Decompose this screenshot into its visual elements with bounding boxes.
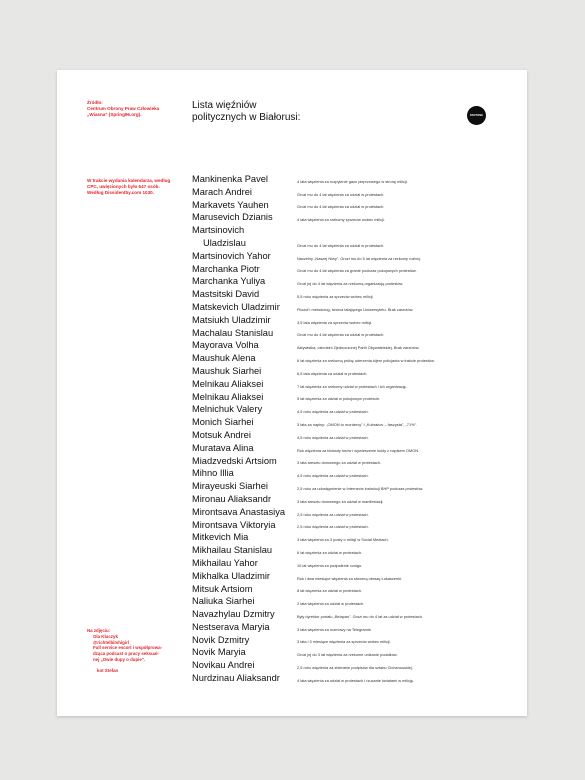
list-item	[192, 263, 512, 276]
prisoner-name-line: Maushuk Siarhei	[192, 365, 262, 376]
list-item	[192, 339, 512, 352]
prisoner-name	[192, 672, 297, 685]
prisoner-name-line: Uladzislau	[203, 237, 246, 248]
prisoner-name-line: Mankinenka Pavel	[192, 174, 268, 184]
list-item	[192, 186, 512, 199]
prisoner-name	[192, 275, 297, 288]
prisoner-sentence: 2,5 roku więzienia za udział w protestach.	[297, 524, 369, 530]
prisoner-sentence: 5,5 roku więzienia za sprzeciw wobec milicji.	[297, 293, 374, 299]
prisoner-sentence: Grozi mu do 4 lat więzienia za granie podczas pokojowych protestów.	[297, 268, 417, 274]
list-item	[192, 250, 512, 263]
prisoner-name	[192, 608, 297, 621]
list-item	[192, 199, 512, 212]
list-item	[192, 442, 512, 455]
prisoner-name	[192, 634, 297, 647]
prisoner-name-line: Motsuk Andrei	[192, 429, 251, 440]
prisoner-name	[192, 263, 297, 276]
prisoner-sentence: Grozi mu do 4 lat więzienia za udział w protestach.	[297, 191, 385, 197]
prisoner-name	[192, 211, 297, 224]
prisoner-name-line: Mironau Aliaksandr	[192, 493, 272, 504]
prisoner-sentence: Naczelny „Naszej Niwy". Grozi mu do 5 lat więzienia za rzekomy rozbój.	[297, 255, 421, 261]
prisoner-name-line: Novik Dzmitry	[192, 634, 250, 645]
list-item	[192, 672, 512, 685]
prisoner-name	[192, 391, 297, 404]
list-item	[192, 544, 512, 557]
prisoner-name	[192, 365, 297, 378]
prisoner-sentence: 4,5 roku więzienia za udział w protestach.	[297, 434, 369, 440]
prisoner-sentence: 3 lata więzienia za rozmowy na Telegramie.	[297, 626, 372, 632]
prisoner-name-line: Matskevich Uladzimir	[192, 301, 280, 312]
prisoner-name-line: Nestserava Maryia	[192, 621, 270, 632]
prisoner-name	[192, 173, 297, 186]
list-item	[192, 519, 512, 532]
page-title: Lista więźniów politycznych w Białorusi:	[192, 100, 301, 123]
list-item	[192, 621, 512, 634]
prisoner-name-line: Melnichuk Valery	[192, 404, 263, 415]
prisoner-name-line: Machalau Stanislau	[192, 327, 274, 338]
prisoner-name-line: Matsiukh Uladzimir	[192, 314, 271, 325]
list-item	[192, 352, 512, 365]
prisoner-sentence: Grozi mu do 4 lat więzienia za udział w protestach.	[297, 332, 385, 338]
list-item	[192, 634, 512, 647]
prisoner-sentence: Aktywistka, członkini Zjednoczonej Partii Obywatelskiej. Brak zarzutów.	[297, 345, 420, 351]
caption-line: Full service escort i współprowa-	[93, 645, 163, 651]
list-item	[192, 429, 512, 442]
prisoner-name-line: Mitsuk Artsiom	[192, 583, 253, 594]
prisoner-sentence: 7 lat więzienia za rzekomy udział w protestach i ich organizację.	[297, 383, 407, 389]
logo-text: PANTONE	[469, 114, 484, 117]
prisoner-sentence: 4 lata więzienia za rozpylenie gazu pieprzowego w stronę milicji.	[297, 178, 408, 184]
calendar-page	[57, 70, 527, 716]
list-item	[192, 275, 512, 288]
prisoner-name	[192, 583, 297, 596]
prisoner-sentence: 6 lat więzienia za rzekomą próbę uderzenia kijem policjanta w trakcie protestów.	[297, 357, 435, 363]
prisoner-name-line: Marchanka Yuliya	[192, 276, 266, 287]
prisoner-name	[192, 506, 297, 519]
edition-note: W trakcie wydania kalendarza, według CPC, uwięzionych było 647 osób. Według Dissidentby.com 1030.	[87, 178, 171, 196]
prisoner-name-line: Navazhylau Dzmitry	[192, 609, 275, 620]
prisoner-sentence: Grozi jej do 3 lat więzienia za rzekome unikanie podatków.	[297, 652, 398, 658]
prisoner-name-line: Mihno Illia	[192, 468, 234, 479]
prisoner-name	[192, 595, 297, 608]
prisoner-name-line: Mirontsava Viktoryia	[192, 519, 276, 530]
prisoner-sentence: 2,5 roku za udostępnienie w Internecie instrukcji BHP podczas protestów.	[297, 485, 424, 491]
prisoner-name-line: Monich Siarhei	[192, 417, 254, 428]
brand-logo	[467, 106, 486, 125]
prisoner-sentence: 6 lat więzienia za udział w protestach.	[297, 549, 363, 555]
list-item	[192, 570, 512, 583]
prisoner-name-line: Novikau Andrei	[192, 660, 255, 671]
prisoner-name-line: Martsinovich Yahor	[192, 250, 271, 261]
list-item	[192, 224, 512, 250]
prisoner-sentence: 2 lata więzienia za udział w protestach.	[297, 601, 365, 607]
prisoner-name-line: Mayorava Volha	[192, 340, 259, 351]
prisoner-name-line: Mikhalka Uladzimir	[192, 570, 271, 581]
prisoner-name	[192, 250, 297, 263]
list-item	[192, 288, 512, 301]
prisoner-sentence: 5 lat więzienia za udział w pokojowym proteście.	[297, 396, 381, 402]
prisoner-name-line: Marach Andrei	[192, 186, 252, 197]
prisoner-name	[192, 429, 297, 442]
photo-caption	[87, 628, 169, 674]
prisoner-name-line: Naliuka Siarhei	[192, 596, 255, 607]
list-item	[192, 659, 512, 672]
list-item	[192, 416, 512, 429]
prisoner-name	[192, 557, 297, 570]
list-item	[192, 595, 512, 608]
list-item	[192, 327, 512, 340]
prisoner-sentence: Filozof i metodolog, twórca latającego Uniwersytetu. Brak zarzutów.	[297, 306, 414, 312]
prisoner-name	[192, 403, 297, 416]
list-item	[192, 365, 512, 378]
prisoner-sentence: 3 lata za napisy: „OMON to mordercy" i „Kubrakov – faszysta", „71%".	[297, 421, 418, 427]
prisoner-name-line: Melnikau Aliaksei	[192, 378, 264, 389]
prisoner-sentence: Grozi mu do 4 lat więzienia za udział w protestach.	[297, 204, 385, 210]
prisoner-name-line: Markavets Yauhen	[192, 199, 269, 210]
list-item	[192, 314, 512, 327]
prisoner-name	[192, 288, 297, 301]
prisoner-name	[192, 301, 297, 314]
prisoner-name	[192, 493, 297, 506]
prisoner-name-line: Nurdzinau Aliaksandr	[192, 673, 280, 684]
caption-line: @richtelbitshigirl_	[93, 639, 132, 645]
prisoner-name	[192, 186, 297, 199]
prisoner-name-line: Mikhailau Stanislau	[192, 545, 273, 556]
prisoner-name	[192, 378, 297, 391]
prisoner-sentence: 3 lata aresztu domowego za udział w protestach.	[297, 460, 382, 466]
list-item	[192, 646, 512, 659]
prisoner-sentence: 6,5 lata więzienia za udział w protestach.	[297, 370, 368, 376]
prisoner-sentence: Rok więzienia za blokady torów i wywieszenie kukły z napisem OMON.	[297, 447, 420, 453]
prisoner-name	[192, 327, 297, 340]
prisoner-name	[192, 621, 297, 634]
prisoner-name	[192, 314, 297, 327]
prisoner-name	[192, 199, 297, 212]
prisoner-name	[192, 352, 297, 365]
list-item	[192, 493, 512, 506]
prisoner-name-line: Marchanka Piotr	[192, 263, 260, 274]
prisoner-name-line: Mirayeuski Siarhei	[192, 481, 268, 492]
list-item	[192, 506, 512, 519]
prisoner-name-line: Mikhailau Yahor	[192, 557, 258, 568]
prisoner-name-line: Maushuk Alena	[192, 353, 256, 364]
prisoner-name-line: Miadzvedski Artsiom	[192, 455, 277, 466]
list-item	[192, 467, 512, 480]
prisoner-name-line: Mastsitski David	[192, 289, 260, 300]
prisoner-sentence: 3,5 lata więzienia za sprzeciw wobec milicji.	[297, 319, 373, 325]
prisoner-name	[192, 570, 297, 583]
prisoner-name	[192, 467, 297, 480]
prisoner-list	[192, 173, 512, 685]
caption-line: Ola Kluczyk	[93, 633, 118, 639]
prisoner-name	[192, 659, 297, 672]
list-item	[192, 583, 512, 596]
list-item	[192, 455, 512, 468]
prisoner-sentence: 2,5 roku więzienia za udział w protestach.	[297, 511, 369, 517]
caption-line: dząca podcast o pracy seksual-	[93, 651, 159, 657]
prisoner-name-line: Novik Maryia	[192, 647, 246, 658]
prisoner-name-line: Mirontsava Anastasiya	[192, 506, 286, 517]
caption-line: nej „Owie dupy o dupie".	[93, 656, 146, 662]
prisoner-name-line: Muratava Alina	[192, 442, 254, 453]
prisoner-sentence: 10 lat więzienia za podpalenie czołgu.	[297, 562, 363, 568]
list-item	[192, 403, 512, 416]
prisoner-name	[192, 544, 297, 557]
list-item	[192, 378, 512, 391]
prisoner-sentence: 3 lata i 3 miesiące więzienia za sprzeciw wobec milicji.	[297, 639, 391, 645]
prisoner-sentence: Grozi jej do 4 lat więzienia za rzekomą organizację protestów.	[297, 281, 404, 287]
prisoner-name-line: Mitkevich Mia	[192, 532, 249, 543]
prisoner-name	[192, 646, 297, 659]
prisoner-sentence: Grozi mu do 4 lat więzienia za udział w protestach.	[297, 242, 385, 248]
prisoner-name	[192, 416, 297, 429]
prisoner-name	[192, 480, 297, 493]
prisoner-sentence: 4,5 roku więzienia za udział w protestach.	[297, 473, 369, 479]
list-item	[192, 608, 512, 621]
caption-signature: kot Stefan	[97, 667, 119, 673]
list-item	[192, 173, 512, 186]
prisoner-name-line: Marusevich Dzianis	[192, 212, 273, 223]
list-item	[192, 391, 512, 404]
list-item	[192, 480, 512, 493]
prisoner-sentence: 8 lat więzienia za udział w protestach.	[297, 588, 363, 594]
prisoner-name	[192, 224, 297, 250]
prisoner-sentence: Były dyrektor portalu „Belapan". Grozi mu do 4 lat za udział w protestach.	[297, 613, 423, 619]
prisoner-name	[192, 442, 297, 455]
prisoner-sentence: 3 lata aresztu domowego za udział w manifestacji.	[297, 498, 384, 504]
prisoner-sentence: 4 lata więzienia za udział w protestach i rzucanie kwiatami w milicję.	[297, 677, 414, 683]
prisoner-sentence: 3 lata więzienia za 3 posty o milicji w Social Mediach.	[297, 537, 389, 543]
prisoner-name	[192, 339, 297, 352]
list-item	[192, 557, 512, 570]
prisoner-name	[192, 519, 297, 532]
caption-heading: Na zdjęciu:	[87, 628, 111, 633]
prisoner-name-line: Martsinovich	[192, 225, 245, 236]
prisoner-sentence: Rok i dwa miesiące więzienia za stworną obrazę Łukaszenki.	[297, 575, 403, 581]
prisoner-sentence: 2,5 roku więzienia za zbieranie podpisów dla sztabu Cichanouskiej.	[297, 665, 413, 671]
prisoner-sentence: 4,5 roku więzienia za udział w protestach.	[297, 409, 369, 415]
prisoner-sentence: 4 lata więzienia za rzekomy sprzeciw wobec milicji.	[297, 217, 385, 223]
prisoner-name	[192, 455, 297, 468]
list-item	[192, 531, 512, 544]
prisoner-name	[192, 531, 297, 544]
prisoner-name-line: Melnikau Aliaksei	[192, 391, 264, 402]
list-item	[192, 301, 512, 314]
list-item	[192, 211, 512, 224]
source-note: Źródło: Centrum Obrony Praw Człowieka „Wiasna" (Spring96.org).	[87, 100, 160, 118]
